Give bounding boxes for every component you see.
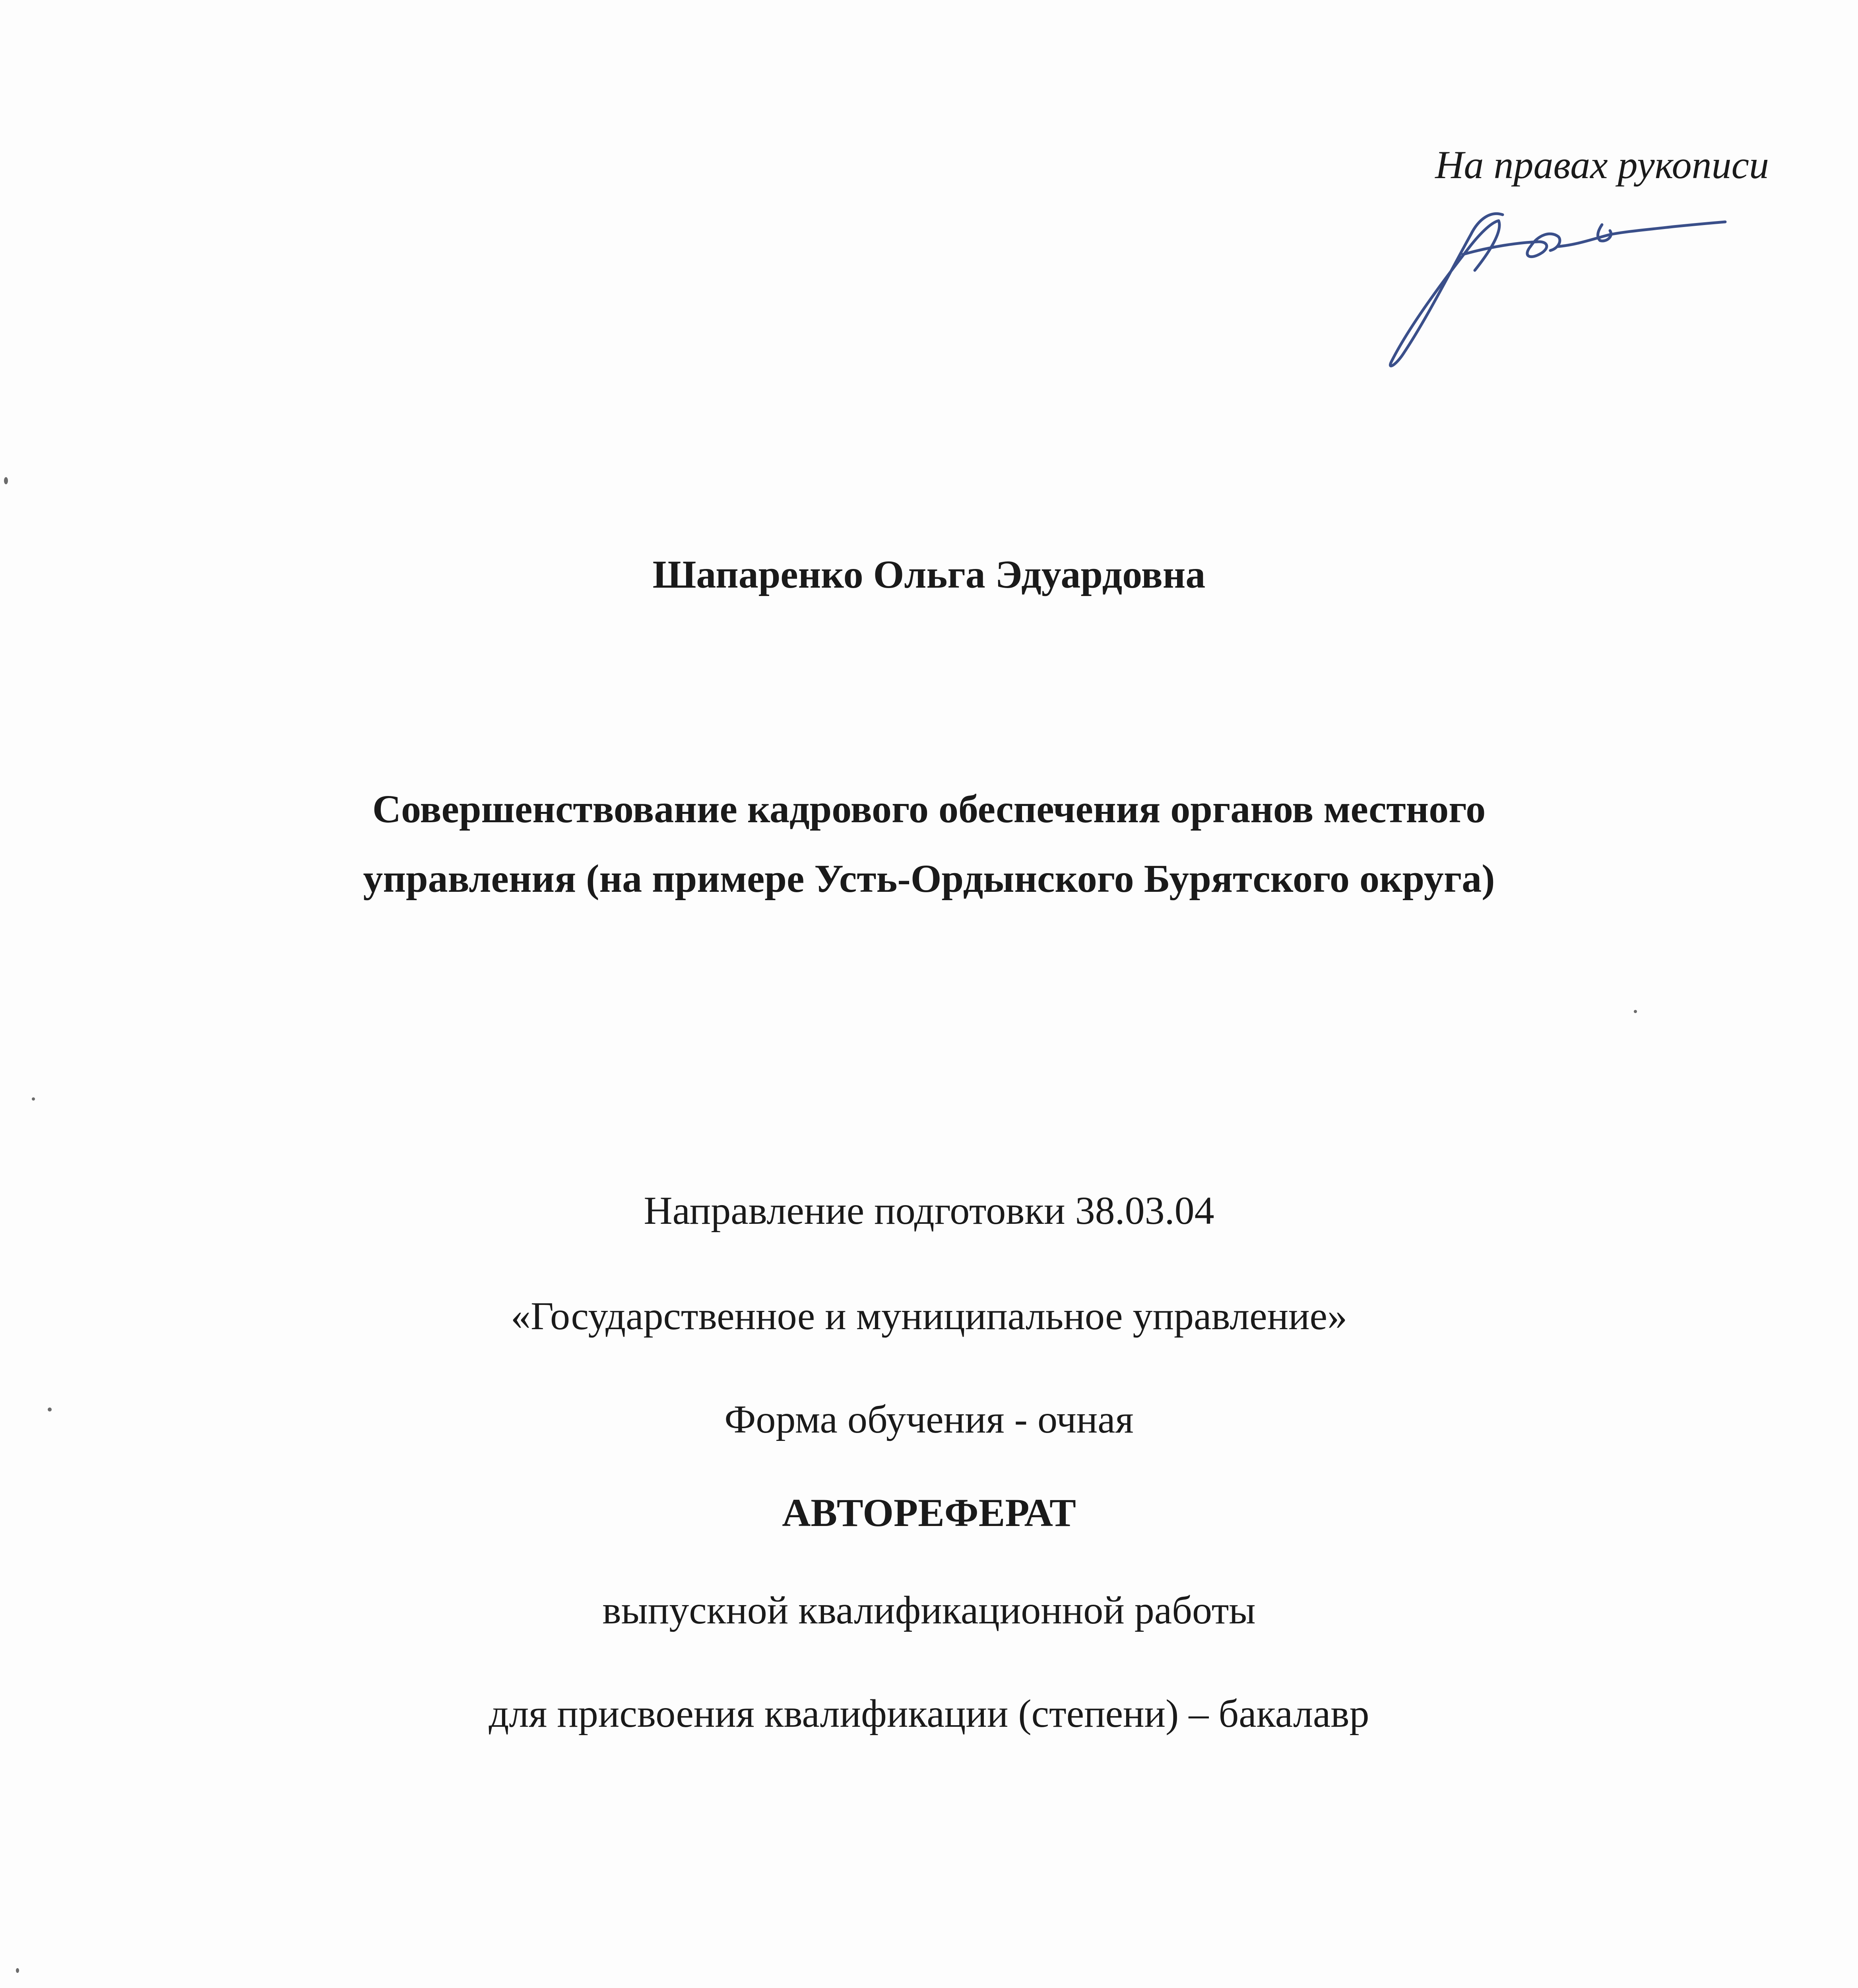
scan-speck: [4, 477, 8, 484]
training-direction: Направление подготовки 38.03.04: [644, 1188, 1214, 1233]
qualification: для присвоения квалификации (степени) – бакалавр: [489, 1691, 1369, 1736]
thesis-title-line-1: Совершенствование кадрового обеспечения органов местного: [372, 787, 1486, 831]
document-type: АВТОРЕФЕРАТ: [782, 1491, 1076, 1535]
author-name: Шапаренко Ольга Эдуардовна: [652, 552, 1206, 596]
study-form: Форма обучения - очная: [724, 1397, 1134, 1441]
scan-speck: [16, 1968, 19, 1973]
thesis-title-line-2: управления (на примере Усть-Ордынского Бурятского округа): [363, 856, 1495, 901]
program-name: «Государственное и муниципальное управление»: [510, 1294, 1348, 1338]
scan-speck: [48, 1408, 52, 1411]
manuscript-mark: На правах рукописи: [1435, 143, 1769, 187]
scan-speck: [1634, 1010, 1637, 1013]
handwritten-signature: [1371, 187, 1753, 378]
scan-speck: [32, 1097, 35, 1101]
work-type: выпускной квалификационной работы: [602, 1588, 1256, 1632]
